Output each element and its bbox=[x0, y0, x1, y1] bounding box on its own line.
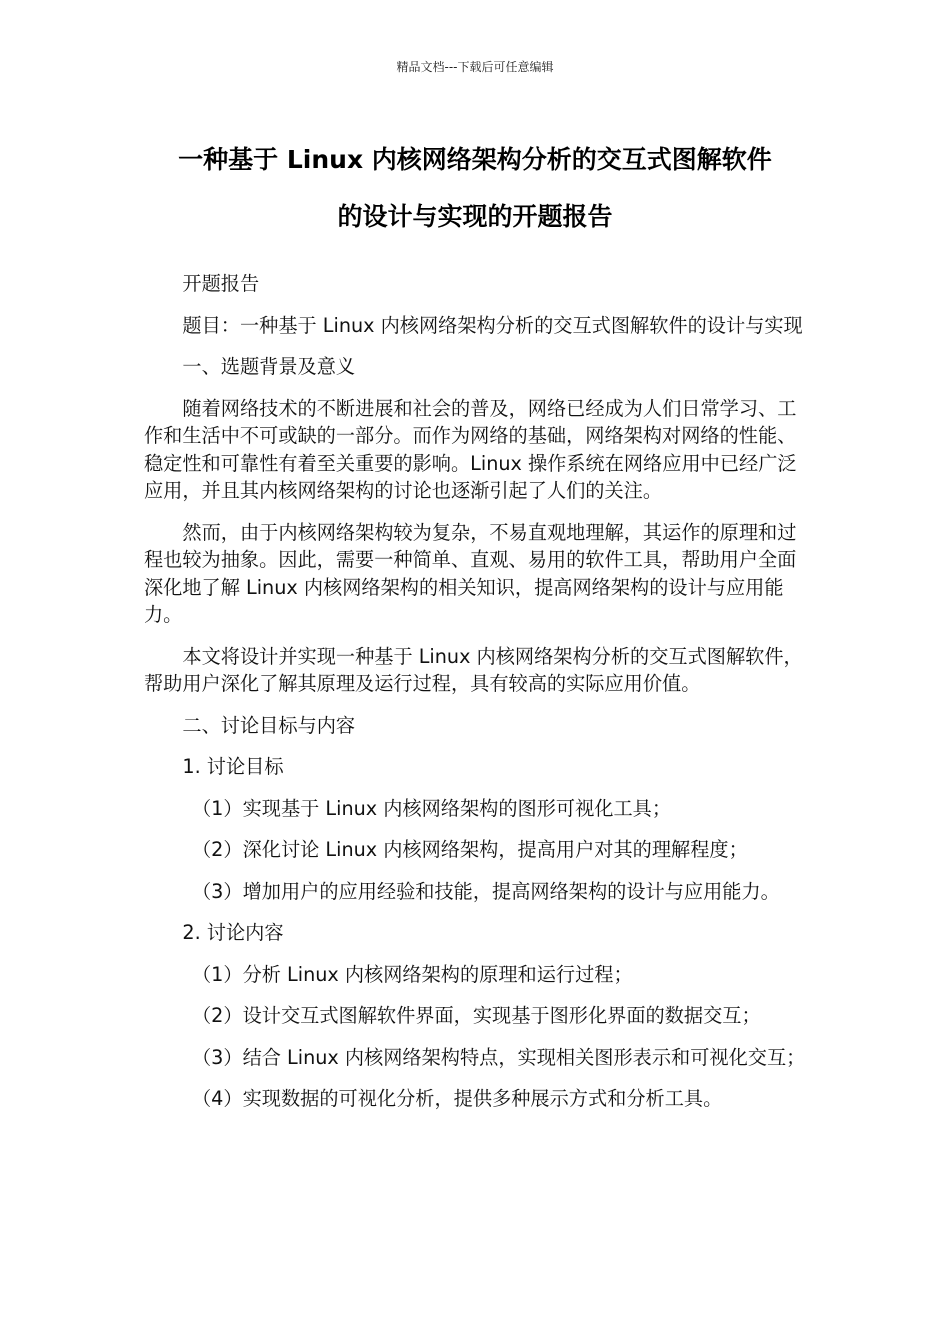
body-paragraph: 本文将设计并实现一种基于 Linux 内核网络架构分析的交互式图解软件，帮助用户深化了解其原理及运行过程，具有较高的实际应用价值。 bbox=[144, 644, 803, 695]
section-heading-goals: 二、讨论目标与内容 bbox=[182, 713, 356, 737]
list-item: （1）分析 Linux 内核网络架构的原理和运行过程； bbox=[192, 962, 633, 986]
list-item: （1）实现基于 Linux 内核网络架构的图形可视化工具； bbox=[192, 796, 672, 820]
document-title-line-1: 一种基于 Linux 内核网络架构分析的交互式图解软件 bbox=[178, 145, 772, 174]
header-note: 精品文档---下载后可任意编辑 bbox=[396, 60, 554, 74]
section-heading-background: 一、选题背景及意义 bbox=[182, 355, 356, 378]
list-item: （3）结合 Linux 内核网络架构特点，实现相关图形表示和可视化交互； bbox=[192, 1045, 806, 1069]
subsection-heading-goals: 1. 讨论目标 bbox=[182, 755, 284, 778]
list-item: （3）增加用户的应用经验和技能，提高网络架构的设计与应用能力。 bbox=[192, 879, 780, 903]
topic-paragraph: 题目：一种基于 Linux 内核网络架构分析的交互式图解软件的设计与实现 bbox=[182, 313, 803, 337]
list-item: （2）设计交互式图解软件界面，实现基于图形化界面的数据交互； bbox=[192, 1004, 761, 1027]
document-title-line-2: 的设计与实现的开题报告 bbox=[337, 202, 613, 231]
section-label: 开题报告 bbox=[182, 272, 260, 295]
body-paragraph: 随着网络技术的不断进展和社会的普及，网络已经成为人们日常学习、工作和生活中不可或缺的一部分。而作为网络的基础，网络架构对网络的性能、稳定性和可靠性有着至关重要的影响。Linux 操作系统在网络应用中已经广泛应用，并且其内核网络架构的讨论也逐渐引起了人们的关注。 bbox=[144, 396, 797, 502]
document-body bbox=[144, 270, 812, 1127]
list-item: （2）深化讨论 Linux 内核网络架构，提高用户对其的理解程度； bbox=[192, 838, 748, 861]
list-item: （4）实现数据的可视化分析，提供多种展示方式和分析工具。 bbox=[192, 1087, 723, 1110]
body-paragraph: 然而，由于内核网络架构较为复杂，不易直观地理解，其运作的原理和过程也较为抽象。因此，需要一种简单、直观、易用的软件工具，帮助用户全面深化地了解 Linux 内核网络架构的相关知识，提高网络架构的设计与应用能力。 bbox=[144, 520, 797, 626]
subsection-heading-content: 2. 讨论内容 bbox=[182, 921, 284, 944]
